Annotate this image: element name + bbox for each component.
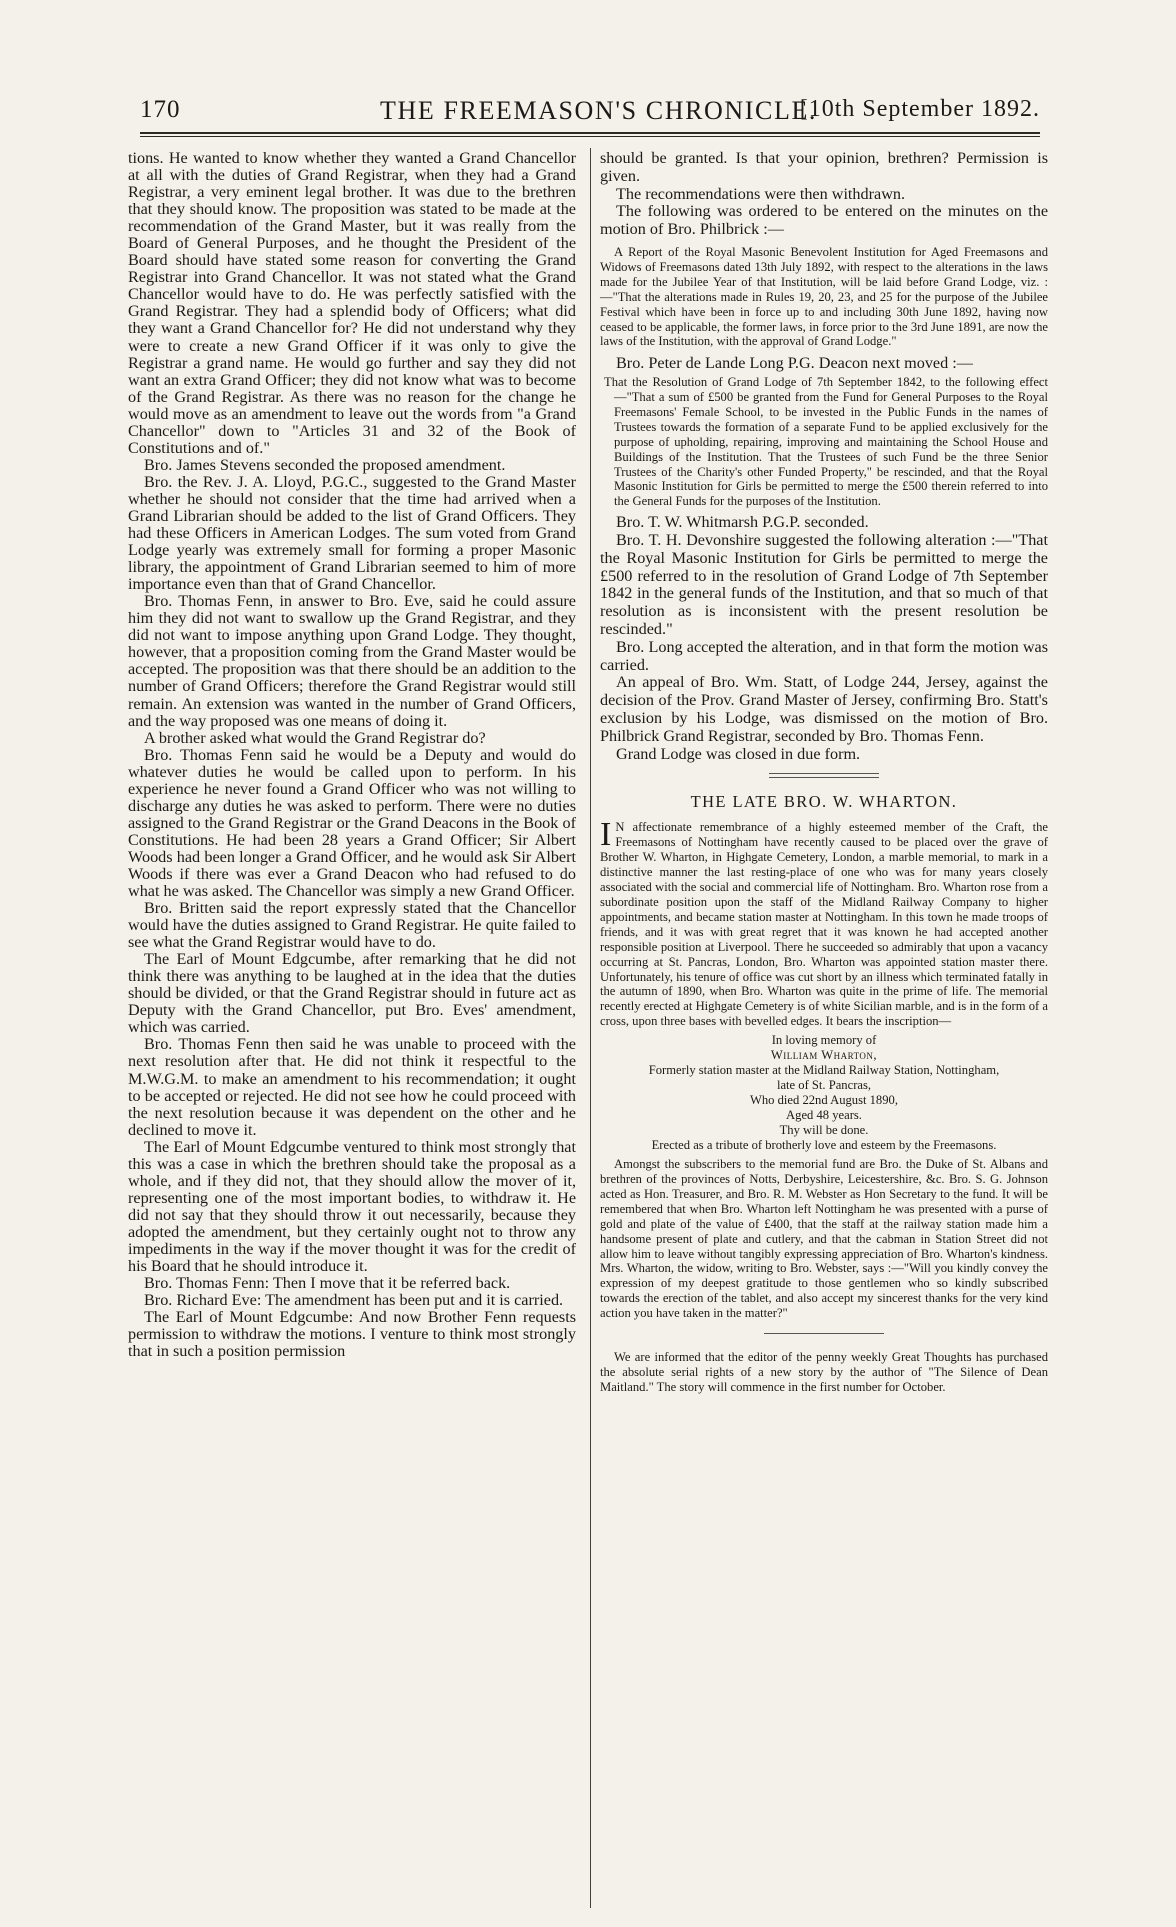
- right-paragraph: Grand Lodge was closed in due form.: [616, 744, 861, 763]
- publication-title: THE FREEMASON'S CHRONICLE.: [380, 96, 818, 125]
- inscription-line: Thy will be done.: [779, 1123, 869, 1138]
- right-paragraph: The recommendations were then withdrawn.: [616, 184, 906, 203]
- obituary-paragraph: Amongst the subscribers to the memorial fund are Bro. the Duke of St. Albans and brethren of the provinces of Notts, Derbyshire, Leicestershire, &c. Bro. S. G. Johnson acted as Hon. Treasurer, and Bro. R. M. Webster as Hon Secretary to the fund. It will be remembered that when Bro. Wharton left Nottingham he was presented with a purse of gold and plate of the value of £400, that the staff at the railway station made him a handsome present of plate and cutlery, and that the cabman in Station Street did not allow him to leave without tangibly expressing appreciation of Bro. Wharton's kindness. Mrs. Wharton, the widow, writing to Bro. Webster, says :—"Will you kindly convey the expression of my deepest gratitude to those gentlemen who so kindly subscribed towards the erection of the tablet, and also accept my sincerest thanks for the very kind action you have taken in the matter?": [600, 1157, 1048, 1321]
- inscription-line: Who died 22nd August 1890,: [750, 1093, 898, 1108]
- obituary-paragraph: N affectionate remembrance of a highly esteemed member of the Craft, the Freemasons of Nottingham have recently caused to be placed over the grave of Brother W. Wharton, in Highgate Cemetery, London, a marble memorial, to mark in a distinctive manner the last resting-place of one who was for many years closely associated with the social and commercial life of Nottingham. Bro. Wharton rose from a subordinate position upon the staff of the Midland Railway Company to higher appointments, and became station master at Nottingham. In this town he made troops of friends, and it was with great regret that it was known he had accepted another responsible position at Liverpool. There he succeeded so admirably that upon a vacancy occurring at St. Pancras, London, Bro. Wharton was appointed station master there. Unfortunately, his tenure of office was cut short by an illness which terminated fatally in the autumn of 1890, when Bro. Wharton was quite in the prime of life. The memorial recently erected at Highgate Cemetery is of white Sicilian marble, and is in the form of a cross, upon three bases with bevelled edges. It bears the inscription—: [600, 820, 1048, 1029]
- page-header: [140, 92, 1040, 132]
- section-divider: [764, 1333, 884, 1334]
- right-paragraph: An appeal of Bro. Wm. Statt, of Lodge 244, Jersey, against the decision of the Prov. Grand Master of Jersey, confirming Bro. Statt's exclusion by his Lodge, was dismissed on the motion of Bro. Philbrick Grand Registrar, seconded by Bro. Thomas Fenn.: [600, 673, 1048, 745]
- left-paragraph: Bro. Thomas Fenn, in answer to Bro. Eve, said he could assure him they did not want to swallow up the Grand Registrar, and they did not want to impose anything upon Grand Lodge. They thought, however, that a proposition coming from the Grand Master would be accepted. The proposition was that there should be an addition to the number of Grand Officers; therefore the Grand Registrar would still remain. An extension was wanted in the number of Grand Officers, and the way proposed was one means of doing it.: [128, 592, 576, 730]
- right-column: [600, 150, 1048, 1395]
- left-paragraph: tions. He wanted to know whether they wanted a Grand Chancellor at all with the duties of Grand Registrar, when they had a Grand Registrar, a very eminent legal brother. It was due to the brethren that they should know. The proposition was stated to be made at the recommendation of the Grand Master, but it was really from the Board of General Purposes, and he thought the President of the Board should have stated some reason for converting the Grand Registrar into Grand Chancellor. It was not stated what the Grand Chancellor would have to do. He was perfectly satisfied with the Grand Registrar. They had a splendid body of Officers; what did they want a Grand Chancellor for? He did not understand why they were to create a new Grand Officer if it was only to give the Registrar a grand name. He would go further and say they did not want an extra Grand Officer; they did not know what was to become of the Grand Registrar. As there was no reason for the change he would move as an amendment to leave out the words from "a Grand Chancellor" down to "Articles 31 and 32 of the Book of Constitutions and of.": [128, 149, 576, 457]
- inscription-line: William Wharton,: [770, 1048, 878, 1063]
- issue-date: [10th September 1892.: [799, 96, 1040, 122]
- left-paragraph: The Earl of Mount Edgcumbe, after remarking that he did not think there was anything to be laughed at in the idea that the duties should be divided, or that the Grand Registrar should in future act as Deputy with the Grand Chancellor, put Bro. Eves' amendment, which was carried.: [128, 950, 576, 1037]
- memorial-inscription: [600, 1033, 1048, 1153]
- left-paragraph: Bro. Richard Eve: The amendment has been put and it is carried.: [144, 1291, 564, 1310]
- left-column: [128, 150, 576, 1360]
- inscription-line: Aged 48 years.: [786, 1108, 862, 1123]
- left-paragraph: A brother asked what would the Grand Registrar do?: [144, 728, 486, 747]
- left-paragraph: The Earl of Mount Edgcumbe ventured to think most strongly that this was a case in which the brethren should take the proposal as a whole, and if they did not, that they should allow the mover of it, representing one of the most important bodies, to withdraw it. He did not say that they should throw it out necessarily, because they adopted the amendment, but they certainly ought not to throw any impediments in the way if the mover thought it was for the credit of his Board that he should introduce it.: [128, 1137, 576, 1276]
- drop-cap: I: [600, 816, 612, 854]
- header-rule: [140, 132, 1040, 134]
- story-notice: We are informed that the editor of the penny weekly Great Thoughts has purchased the absolute serial rights of a new story by the author of "The Silence of Dean Maitland." The story will commence in the first number for October.: [600, 1350, 1048, 1394]
- left-paragraph: Bro. Thomas Fenn said he would be a Deputy and would do whatever duties he would be called upon to perform. In his experience he never found a Grand Officer who was not willing to discharge any duties he was asked to perform. There were no duties assigned to the Grand Registrar or the Grand Deacons in the Book of Constitutions. He had been 28 years a Grand Officer; Sir Albert Woods had been longer a Grand Officer, and he would ask Sir Albert Woods if there was ever a Grand Deacon who had refused to do what he was asked. The Chancellor was simply a new Grand Officer.: [128, 745, 576, 901]
- right-paragraph: The following was ordered to be entered on the minutes on the motion of Bro. Philbrick :—: [600, 202, 1048, 239]
- inscription-line: In loving memory of: [771, 1033, 877, 1048]
- section-divider: [769, 773, 879, 778]
- inscription-line: late of St. Pancras,: [776, 1078, 872, 1093]
- right-paragraph: Bro. Long accepted the alteration, and in that form the motion was carried.: [600, 637, 1048, 674]
- page-number: 170: [140, 96, 181, 123]
- left-paragraph: Bro. Britten said the report expressly stated that the Chancellor would have the duties assigned to Grand Registrar. He quite failed to see what the Grand Registrar would have to do.: [128, 899, 576, 952]
- motion-text: That the Resolution of Grand Lodge of 7th September 1842, to the following effect—"That a sum of £500 be granted from the Fund for General Purposes to the Royal Freemasons' Female School, to be invested in the Public Funds in the names of Trustees towards the formation of a separate Fund to be applied exclusively for the purpose of upholding, repairing, improving and maintaining the School House and Buildings of the Institution. That the Trustees of such Fund be the three Senior Trustees of the Charity's other Funded Property," be rescinded, and that the Royal Masonic Institution for Girls be permitted to merge the £500 therein referred to into the General Funds for the purposes of the Institution.: [604, 375, 1048, 509]
- left-paragraph: Bro. James Stevens seconded the proposed amendment.: [144, 455, 506, 474]
- header-rule-thin: [140, 136, 1040, 137]
- inscription-line: Formerly station master at the Midland Railway Station, Nottingham,: [648, 1063, 1000, 1078]
- right-paragraph: Bro. T. H. Devonshire suggested the following alteration :—"That the Royal Masonic Institution for Girls be permitted to merge the £500 referred to in the resolution of Grand Lodge of 7th September 1842 in the general funds of the Institution, and that so much of that resolution as is inconsistent with the present resolution be rescinded.": [600, 531, 1048, 639]
- right-paragraph: should be granted. Is that your opinion, brethren? Permission is given.: [600, 149, 1048, 185]
- benevolent-report: A Report of the Royal Masonic Benevolent Institution for Aged Freemasons and Widows of Freemasons dated 13th July 1892, with respect to the alterations in the laws made for the Jubilee Year of that Institution, will be laid before Grand Lodge, viz. :—"That the alterations made in Rules 19, 20, 23, and 25 for the purpose of the Jubilee Festival which have been in force up to and including 30th June 1892, having now ceased to be applicable, the former laws, in force prior to the 3rd June 1891, are now the laws of the Institution, with the approval of Grand Lodge.": [600, 244, 1048, 349]
- left-paragraph: The Earl of Mount Edgcumbe: And now Brother Fenn requests permission to withdraw the motions. I venture to think most strongly that in such a position permission: [128, 1308, 576, 1361]
- left-paragraph: Bro. Thomas Fenn: Then I move that it be referred back.: [144, 1274, 511, 1293]
- obituary-heading: THE LATE BRO. W. WHARTON.: [690, 792, 958, 812]
- motion-intro: Bro. Peter de Lande Long P.G. Deacon next moved :—: [616, 354, 973, 373]
- left-paragraph: Bro. the Rev. J. A. Lloyd, P.G.C., suggested to the Grand Master whether he should not consider that the time had arrived when a Grand Librarian should be added to the list of Grand Officers. They had these Officers in American Lodges. The sum voted from Grand Lodge yearly was extremely small for forming a proper Masonic library, the appointment of Grand Librarian seemed to him of more importance even than that of Grand Chancellor.: [128, 472, 576, 594]
- inscription-line: Erected as a tribute of brotherly love and esteem by the Freemasons.: [651, 1138, 997, 1153]
- right-paragraph: Bro. T. W. Whitmarsh P.G.P. seconded.: [616, 513, 869, 532]
- left-paragraph: Bro. Thomas Fenn then said he was unable to proceed with the next resolution after that. He did not think it respectful to the M.W.G.M. to make an amendment to his recommendation; it ought to be accepted or rejected. He did not see how he could proceed with the next resolution because it was dependent on the other and he declined to move it.: [128, 1035, 576, 1139]
- column-divider: [590, 148, 591, 1908]
